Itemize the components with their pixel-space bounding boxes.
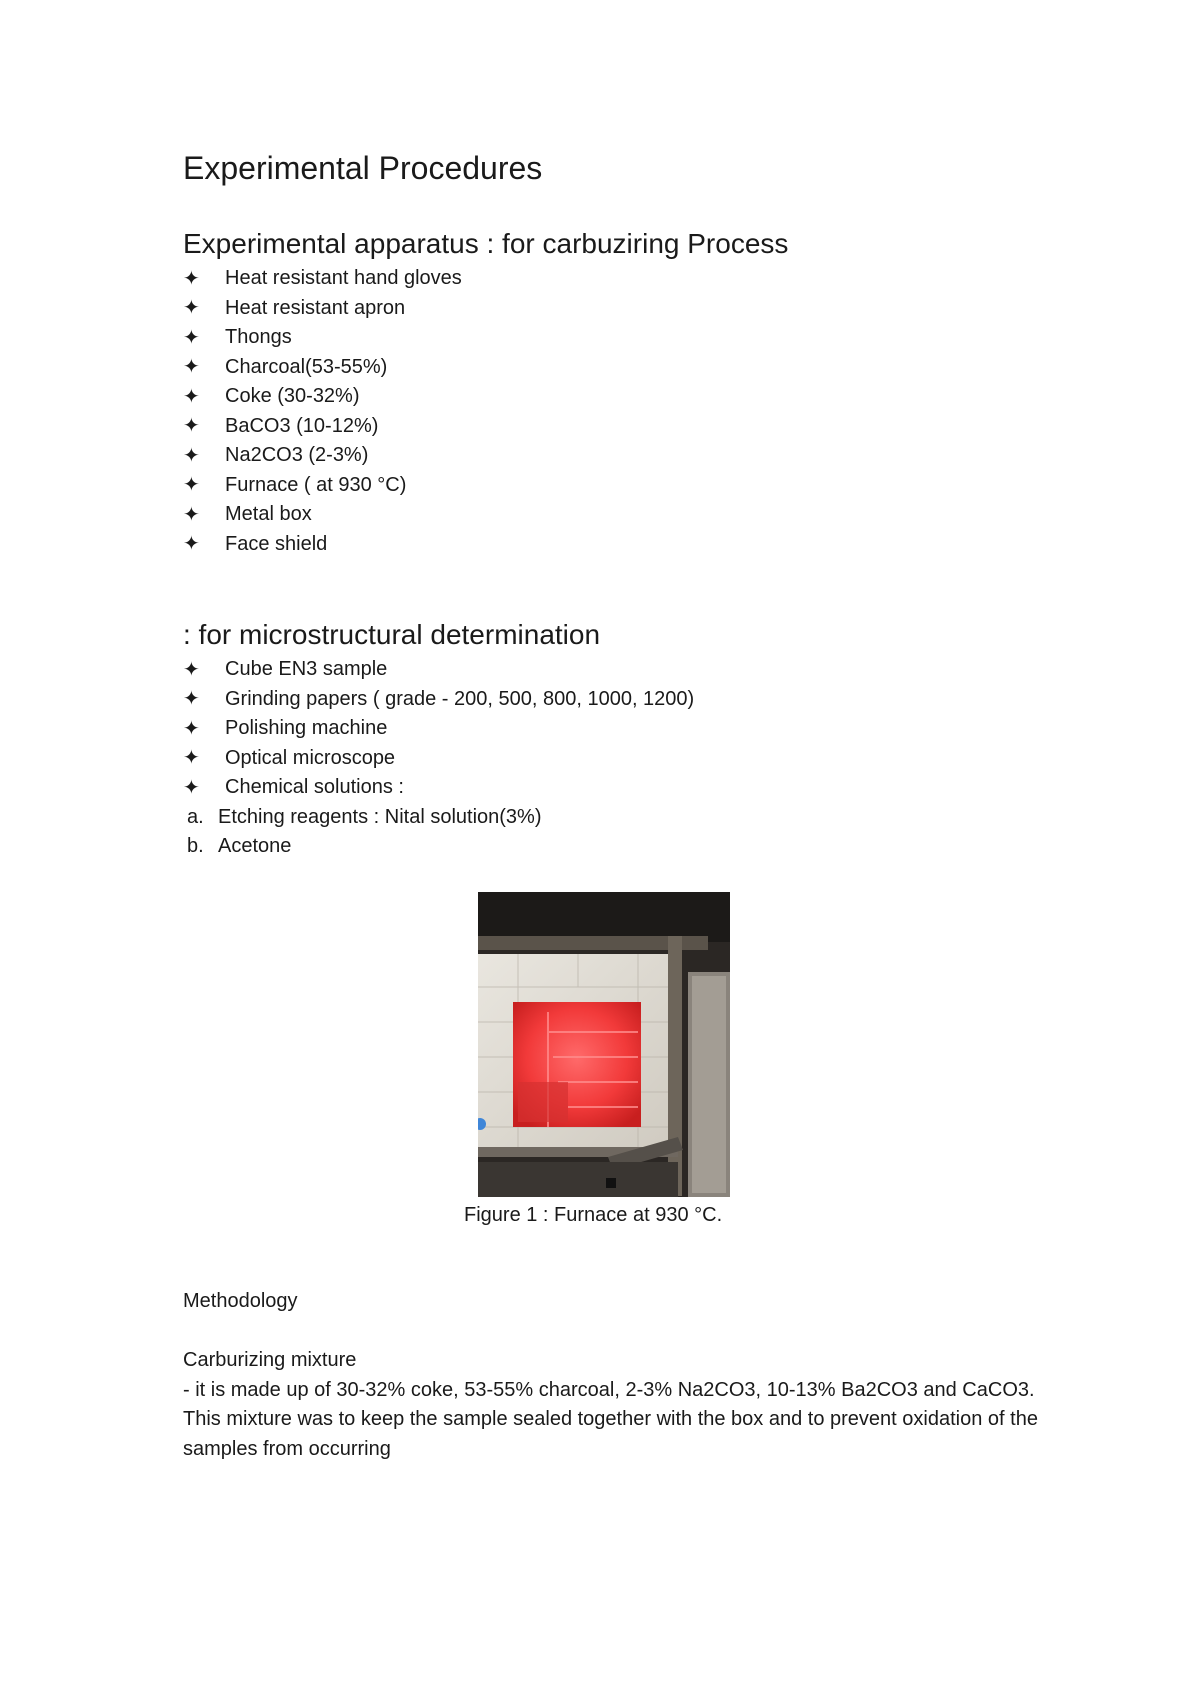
methodology-heading: Methodology bbox=[183, 1289, 298, 1312]
four-point-star-icon: ✦ bbox=[183, 503, 200, 526]
list-item: a. Etching reagents : Nital solution(3%) bbox=[187, 805, 542, 828]
list-item: ✦ Heat resistant apron bbox=[183, 296, 406, 320]
list-item: ✦ Metal box bbox=[183, 503, 312, 526]
four-point-star-icon: ✦ bbox=[183, 356, 200, 379]
list-item: ✦ Charcoal(53-55%) bbox=[183, 355, 388, 379]
four-point-star-icon: ✦ bbox=[183, 415, 200, 438]
chemical-solutions-sublist bbox=[183, 803, 1063, 862]
list-item: ✦ Polishing machine bbox=[183, 717, 388, 740]
list-item: b. Acetone bbox=[187, 835, 292, 857]
list-item: ✦ Heat resistant hand gloves bbox=[183, 267, 462, 290]
list-item: ✦ Optical microscope bbox=[183, 746, 396, 770]
four-point-star-icon: ✦ bbox=[183, 717, 200, 740]
four-point-star-icon: ✦ bbox=[183, 658, 200, 681]
page-title: Experimental Procedures bbox=[183, 150, 543, 186]
list-item: ✦ BaCO3 (10-12%) bbox=[183, 414, 379, 438]
four-point-star-icon: ✦ bbox=[183, 747, 200, 770]
document-content bbox=[183, 148, 1063, 1464]
microstructural-list bbox=[183, 655, 1063, 803]
list-item: ✦ Thongs bbox=[183, 326, 292, 349]
list-item: ✦ Coke (30-32%) bbox=[183, 385, 360, 408]
four-point-star-icon: ✦ bbox=[183, 297, 200, 320]
apparatus-list bbox=[183, 264, 1063, 559]
list-item: ✦ Cube EN3 sample bbox=[183, 658, 388, 681]
list-item: ✦ Chemical solutions : bbox=[183, 776, 404, 799]
apparatus-heading: Experimental apparatus : for carbuziring Process bbox=[183, 228, 789, 259]
figure-1 bbox=[183, 892, 1063, 1229]
furnace-photo bbox=[478, 892, 730, 1197]
four-point-star-icon: ✦ bbox=[183, 444, 200, 467]
four-point-star-icon: ✦ bbox=[183, 474, 200, 497]
figure-caption: Figure 1 : Furnace at 930 °C. bbox=[464, 1203, 723, 1226]
mixture-title: Carburizing mixture bbox=[183, 1349, 357, 1371]
four-point-star-icon: ✦ bbox=[183, 776, 200, 799]
mixture-description: - it is made up of 30-32% coke, 53-55% charcoal, 2-3% Na2CO3, 10-13% Ba2CO3 and CaCO3. This mixture was to keep the sample sealed together with the box and to prevent oxidation of the samples from occurring bbox=[183, 1378, 1038, 1460]
list-item: ✦ Na2CO3 (2-3%) bbox=[183, 444, 369, 467]
four-point-star-icon: ✦ bbox=[183, 533, 200, 556]
four-point-star-icon: ✦ bbox=[183, 688, 200, 711]
four-point-star-icon: ✦ bbox=[183, 267, 200, 290]
list-item: ✦ Grinding papers ( grade - 200, 500, 800, 1000, 1200) bbox=[183, 687, 695, 711]
four-point-star-icon: ✦ bbox=[183, 385, 200, 408]
microstructural-heading: : for microstructural determination bbox=[183, 619, 601, 650]
list-item: ✦ Furnace ( at 930 °C) bbox=[183, 473, 407, 497]
four-point-star-icon: ✦ bbox=[183, 326, 200, 349]
list-item: ✦ Face shield bbox=[183, 532, 328, 556]
